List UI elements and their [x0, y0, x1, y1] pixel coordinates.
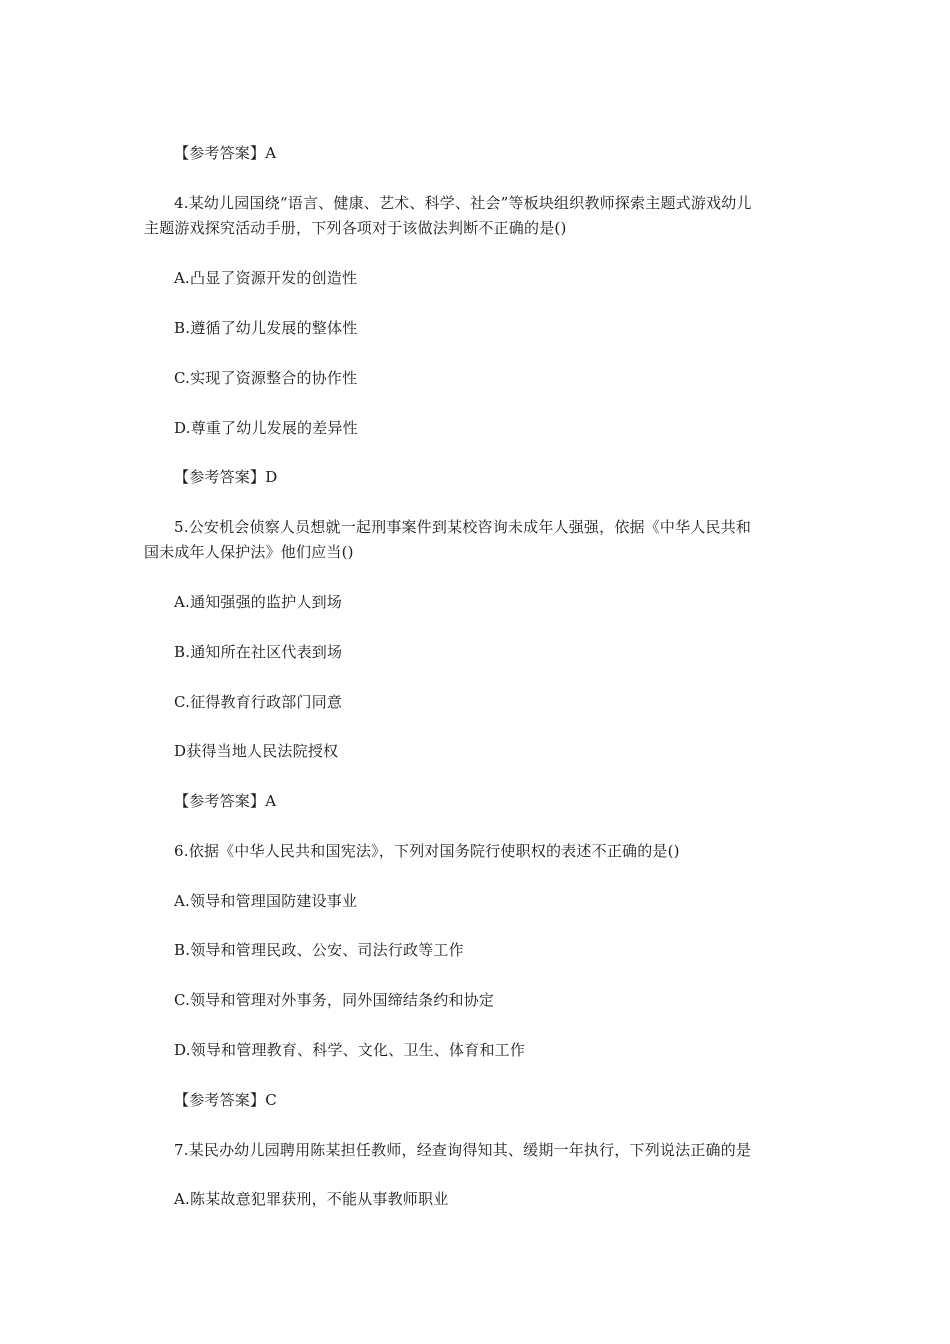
question-5-line-2: 国未成年人保护法》他们应当()	[144, 543, 354, 561]
option-5-b: B.通知所在社区代表到场	[174, 643, 343, 661]
option-5-a: A.通知强强的监护人到场	[174, 593, 343, 611]
answer-q6: 【参考答案】C	[174, 1091, 277, 1109]
option-6-c: C.领导和管理对外事务，同外国缔结条约和协定	[174, 991, 495, 1009]
option-4-d: D.尊重了幼儿发展的差异性	[174, 419, 358, 437]
question-4-line-1: 4.某幼儿园国绕“语言、健康、艺术、科学、社会”等板块组织教师探索主题式游戏幼儿	[174, 194, 752, 212]
question-5-line-1: 5.公安机会侦察人员想就一起刑事案件到某校咨询未成年人强强，依据《中华人民共和	[174, 518, 752, 536]
option-5-d: D获得当地人民法院授权	[174, 742, 339, 760]
option-4-a: A.凸显了资源开发的创造性	[174, 269, 358, 287]
option-7-a: A.陈某故意犯罪获刑，不能从事教师职业	[174, 1190, 449, 1208]
question-6: 6.依据《中华人民共和国宪法》，下列对国务院行使职权的表述不正确的是()	[174, 842, 680, 860]
option-6-b: B.领导和管理民政、公安、司法行政等工作	[174, 941, 464, 959]
answer-q5: 【参考答案】A	[174, 792, 277, 810]
option-4-b: B.遵循了幼儿发展的整体性	[174, 319, 358, 337]
option-4-c: C.实现了资源整合的协作性	[174, 369, 358, 387]
option-6-d: D.领导和管理教育、科学、文化、卫生、体育和工作	[174, 1041, 526, 1059]
answer-q4: 【参考答案】D	[174, 468, 278, 486]
option-5-c: C.征得教育行政部门同意	[174, 693, 343, 711]
answer-q3: 【参考答案】A	[174, 144, 277, 162]
question-7: 7.某民办幼儿园聘用陈某担任教师，经查询得知其、缓期一年执行，下列说法正确的是	[174, 1141, 752, 1159]
option-6-a: A.领导和管理国防建设事业	[174, 892, 358, 910]
question-4-line-2: 主题游戏探究活动手册，下列各项对于该做法判断不正确的是()	[144, 219, 567, 237]
